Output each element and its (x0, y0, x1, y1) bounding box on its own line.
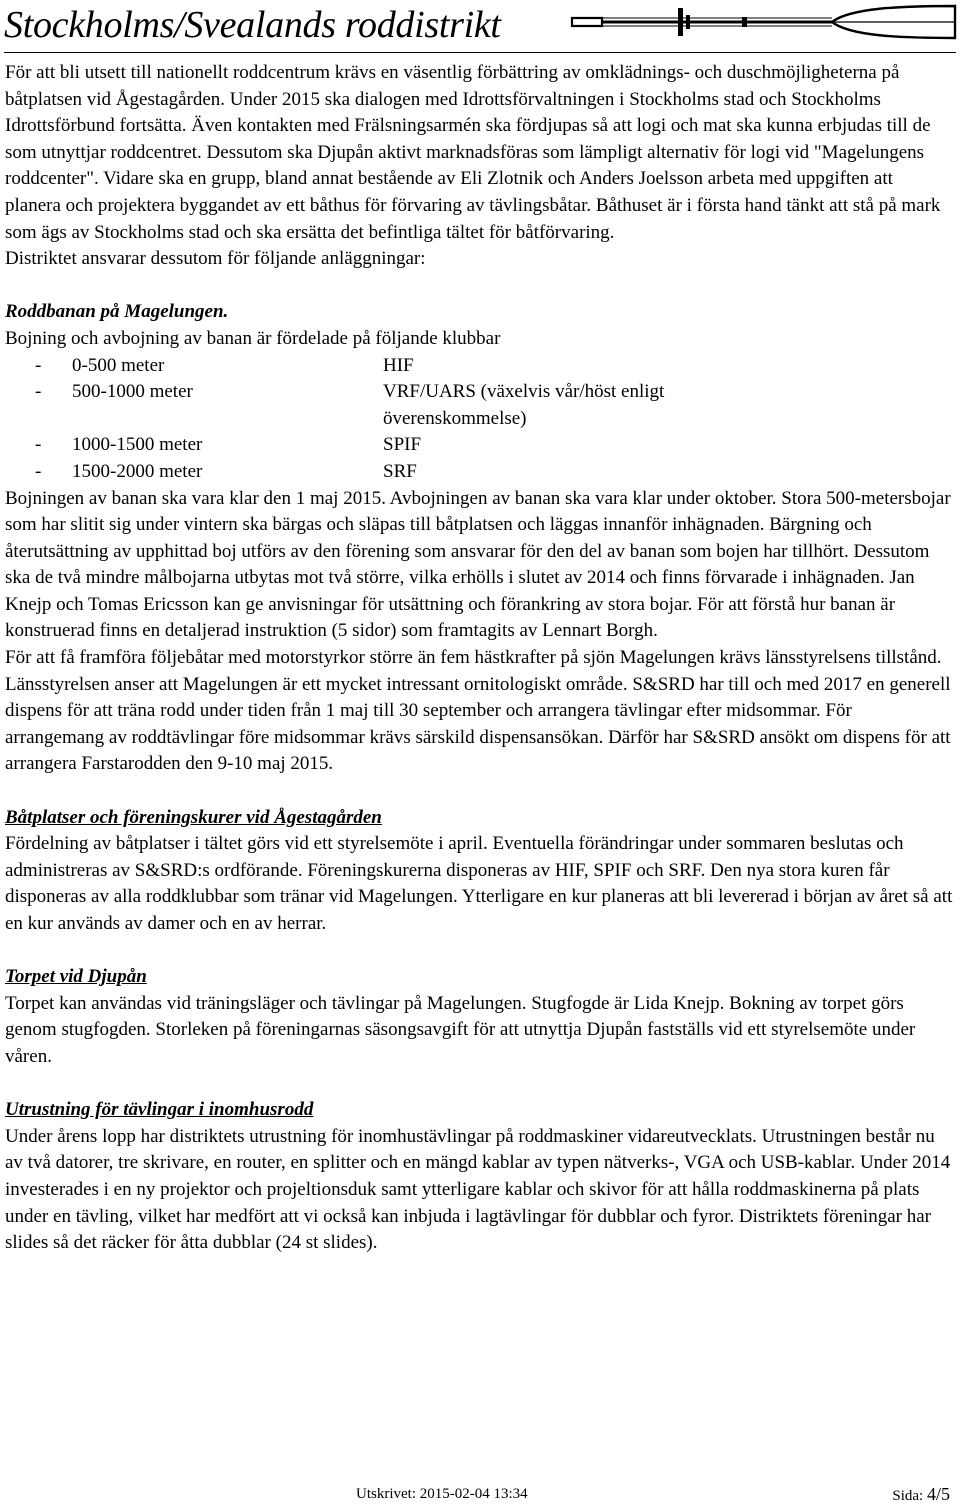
page-footer (0, 1480, 960, 1510)
page-label: Sida: (892, 1488, 924, 1504)
section-body: Torpet kan användas vid träningsläger och tävlingar på Magelungen. Stugfogde är Lida Knejp. Bokning av torpet görs genom stugfogden. Storleken på föreningarnas säsongsavgift för att utnyttja Djupån fastställs vid ett styrelsemöte under våren. (5, 992, 916, 1067)
page-number: 4/5 (926, 1484, 950, 1504)
list-item: - 0-500 meter HIF (5, 353, 953, 380)
section-body: Fördelning av båtplatser i tältet görs vid ett styrelsemöte i april. Eventuella förändringar under sommaren beslutas och administreras av S&SRD:s ordförande. Föreningskurerna disponeras av HIF, SPIF och SRF. Den nya stora kuren får disponeras av alla roddklubbar som tränar vid Magelungen. Ytterligare en kur planeras att bli levererad i början av året så att en kur används av damer och en av herrar. (5, 833, 953, 934)
club: HIF (383, 354, 414, 376)
section-heading-torpet: Torpet vid Djupån (5, 966, 147, 988)
oar-icon (570, 4, 958, 44)
list-item: - 1500-2000 meter SRF (5, 459, 953, 486)
buoy-assignment-list (5, 353, 953, 486)
printed-timestamp: Utskrivet: 2015-02-04 13:34 (356, 1486, 528, 1502)
header-rule (4, 52, 956, 53)
page-header (4, 0, 956, 52)
intro-paragraph-2: Distriktet ansvarar dessutom för följande anläggningar: (5, 248, 426, 270)
intro-paragraph: För att bli utsett till nationellt roddcentrum krävs en väsentlig förbättring av omklädnings- och duschmöjligheterna på båtplatsen vid Ågestagården. Under 2015 ska dialogen med Idrottsförvaltningen i Stockholms stad och Stockholms Idrottsförbund fortsätta. Även kontakten med Frälsningsarmén ska fördjupas så att logi och mat ska kunna erbjudas till de som utnyttjar roddcentret. Dessutom ska Djupån aktivt marknadsföras som lämpligt alternativ för logi vid "Magelungens roddcenter". Vidare ska en grupp, bland annat bestående av Eli Zlotnik och Anders Joelsson arbeta med uppgiften att planera och projektera byggandet av ett båthus för förvaring av tävlingsbåtar. Båthuset är i första hand tänkt att stå på mark som ägs av Stockholms stad och ska ersätta det befintliga tältet för båtförvaring. (5, 62, 941, 243)
page-indicator (892, 1484, 950, 1505)
club: VRF/UARS (växelvis vår/höst enligt överenskommelse) (383, 381, 665, 429)
distance: 1000-1500 meter (72, 434, 203, 456)
section-heading-batplatser: Båtplatser och föreningskurer vid Ågestagården (5, 806, 382, 828)
section-body: Bojningen av banan ska vara klar den 1 maj 2015. Avbojningen av banan ska vara klar under oktober. Stora 500-metersbojar som har slitit sig under vintern ska bärgas och släpas till båtplatsen och läggas innanför inhägnaden. Bärgning och återutsättning av upphittad boj utförs av den förening som ansvarar för den del av banan som bojen har tillhört. Dessutom ska de två mindre målbojarna utbytas mot två större, vilka erhölls i slutet av 2014 och finns förvarade i inhägnaden. Jan Knejp och Tomas Ericsson kan ge anvisningar för utsättning och förankring av stora bojar. För att förstå hur banan är konstruerad finns en detaljerad instruktion (5 sidor) som framtagits av Lennart Borgh. (5, 487, 951, 642)
list-item: - 1000-1500 meter SPIF (5, 432, 953, 459)
document-body (5, 60, 953, 1257)
section-body: För att få framföra följebåtar med motorstyrkor större än fem hästkrafter på sjön Magelungen krävs länsstyrelsens tillstånd. Länsstyrelsen anser att Magelungen är ett mycket intressant ornitologiskt område. S&SRD har till och med 2017 en generell dispens för att träna rodd under tiden från 1 maj till 30 september och arrangera tävlingar efter midsommar. För arrangemang av roddtävlingar före midsommar krävs särskild dispensansökan. Därför har S&SRD ansökt om dispens för att arrangera Farstarodden den 9-10 maj 2015. (5, 647, 951, 775)
club: SPIF (383, 434, 422, 456)
club: SRF (383, 460, 417, 482)
section-heading-roddbanan: Roddbanan på Magelungen. (5, 301, 229, 323)
section-lead: Bojning och avbojning av banan är fördelade på följande klubbar (5, 327, 501, 349)
section-heading-utrustning: Utrustning för tävlingar i inomhusrodd (5, 1099, 314, 1121)
distance: 1500-2000 meter (72, 460, 203, 482)
distance: 0-500 meter (72, 354, 165, 376)
district-title: Stockholms/Svealands roddistrikt (4, 4, 501, 46)
distance: 500-1000 meter (72, 381, 193, 403)
list-item: - 500-1000 meter VRF/UARS (växelvis vår/höst enligt överenskommelse) (5, 379, 953, 432)
section-body: Under årens lopp har distriktets utrustning för inomhustävlingar på roddmaskiner vidareutvecklats. Utrustningen består nu av två datorer, tre skrivare, en router, en splitter och en mängd kablar av typen nätverks-, VGA och USB-kablar. Under 2014 investerades i en ny projektor och projeltionsduk samt ytterligare kablar och skivor för att hålla roddmaskinerna på plats under en tävling, vilket har medfört att vi också kan inbjuda i lagtävlingar för dubblar och fyror. Distriktets föreningar har slides så det räcker för åtta dubblar (24 st slides). (5, 1125, 951, 1254)
